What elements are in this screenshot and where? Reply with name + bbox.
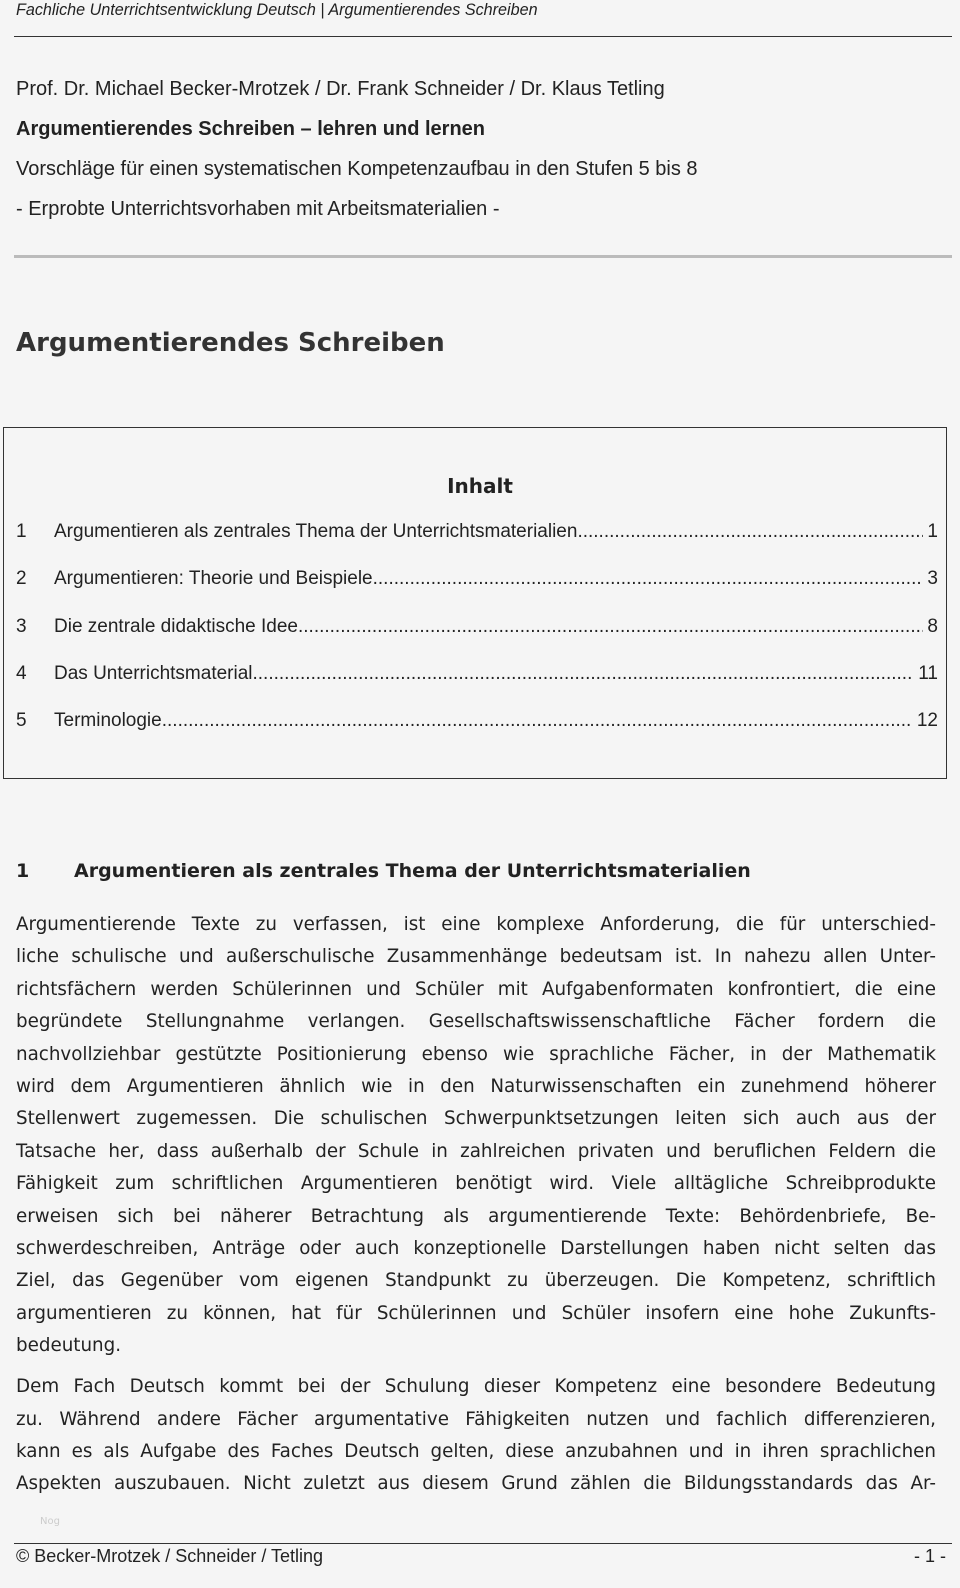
toc-entry[interactable] [16,663,938,685]
paragraph-line: schwerdeschreiben, Anträge oder auch konzeptionelle Darstellungen haben nicht selten das [16,1238,936,1259]
toc-number: 1 [16,521,27,542]
paragraph-line: begründete Stellungnahme verlangen. Gesellschaftswissenschaftliche Fächer fordern die [16,1011,936,1033]
toc-label: Die zentrale didaktische Idee [54,615,298,637]
paragraph-line: bedeutung. [16,1335,122,1357]
toc-leader [162,710,913,732]
toc-page: 11 [918,662,938,684]
paragraph-line: argumentieren zu können, hat für Schülerinnen und Schüler insofern eine hohe Zukunfts- [16,1302,936,1324]
section-number: 1 [16,860,30,882]
toc-leader [298,616,923,638]
toc-number: 3 [16,615,27,637]
toc-entry[interactable] [16,616,938,638]
paragraph-line: richtsfächern werden Schülerinnen und Schüler mit Aufgabenformaten konfrontiert, die eine [16,978,936,1000]
toc-page: 12 [916,710,938,732]
header-rule [14,36,952,37]
page-title: Argumentierendes Schreiben [16,328,445,358]
title-rule [14,255,952,258]
paragraph-line: kann es als Aufgabe des Faches Deutsch gelten, diese anzubahnen und in ihren sprachlichen [16,1440,936,1462]
paragraph-line: Argumentierende Texte zu verfassen, ist eine komplexe Anforderung, die für unterschied- [16,914,936,935]
paragraph-line: Tatsache her, dass außerhalb der Schule in zahlreichen privaten und beruflichen Feldern die [16,1140,936,1162]
toc-page: 3 [927,568,938,590]
toc-leader [253,663,915,685]
paragraph-line: Aspekten auszubauen. Nicht zuletzt aus diesem Grund zählen die Bildungsstandards das Ar- [16,1473,936,1495]
paragraph-line: liche schulische und außerschulische Zusammenhänge bedeutsam ist. In nahezu allen Unter- [16,946,936,968]
book-title: Argumentierendes Schreiben – lehren und lernen [16,118,486,140]
toc-page: 8 [927,615,938,637]
authors: Prof. Dr. Michael Becker-Mrotzek / Dr. Frank Schneider / Dr. Klaus Tetling [16,78,665,100]
running-header: Fachliche Unterrichtsentwicklung Deutsch | Argumentierendes Schreiben [16,0,538,19]
section-title: Argumentieren als zentrales Thema der Unterrichtsmaterialien [74,860,751,882]
paragraph-line: erweisen sich bei näherer Betrachtung als argumentierende Texte: Behördenbriefe, Be- [16,1205,936,1227]
paragraph-line: Ziel, das Gegenüber vom eigenen Standpunkt zu überzeugen. Die Kompetenz, schriftlich [16,1270,936,1292]
toc-number: 2 [16,568,27,590]
paragraph-line: Stellenwert zugemessen. Die schulischen Schwerpunktsetzungen leiten sich auch aus der [16,1108,936,1130]
toc-label: Terminologie [54,710,162,732]
paragraph-line: zu. Während andere Fächer argumentative Fähigkeiten nutzen und fachlich differenzieren, [16,1408,936,1430]
toc-label: Argumentieren als zentrales Thema der Unterrichtsmaterialien [54,521,578,542]
toc-number: 4 [16,662,27,684]
toc-page: 1 [927,521,938,542]
footer-rule [14,1543,952,1544]
toc-number: 5 [16,710,27,732]
watermark: Nog [40,1516,60,1527]
toc-entry[interactable] [16,710,938,732]
page-number: - 1 - [913,1546,946,1566]
toc-title: Inhalt [447,474,513,498]
toc-label: Das Unterrichtsmaterial [54,662,253,684]
paragraph-line: nachvollziehbar gestützte Positionierung ebenso wie sprachliche Fächer, in der Mathematik [16,1043,936,1065]
paragraph-line: Fähigkeit zum schriftlichen Argumentieren benötigt wird. Viele alltägliche Schreibprodukte [16,1173,936,1195]
toc-leader [373,568,924,590]
toc-entry[interactable] [16,521,938,543]
paragraph-line: wird dem Argumentieren ähnlich wie in den Naturwissenschaften ein zunehmend höherer [16,1076,936,1097]
section-heading [16,860,751,882]
toc-leader [577,521,923,543]
footer-copyright: © Becker-Mrotzek / Schneider / Tetling [16,1546,324,1566]
toc-entry[interactable] [16,568,938,590]
book-subtitle-2: - Erprobte Unterrichtsvorhaben mit Arbeitsmaterialien - [16,198,500,220]
toc-label: Argumentieren: Theorie und Beispiele [54,568,373,590]
paragraph-line: Dem Fach Deutsch kommt bei der Schulung dieser Kompetenz eine besondere Bedeutung [16,1376,936,1398]
book-subtitle: Vorschläge für einen systematischen Kompetenzaufbau in den Stufen 5 bis 8 [16,158,698,180]
